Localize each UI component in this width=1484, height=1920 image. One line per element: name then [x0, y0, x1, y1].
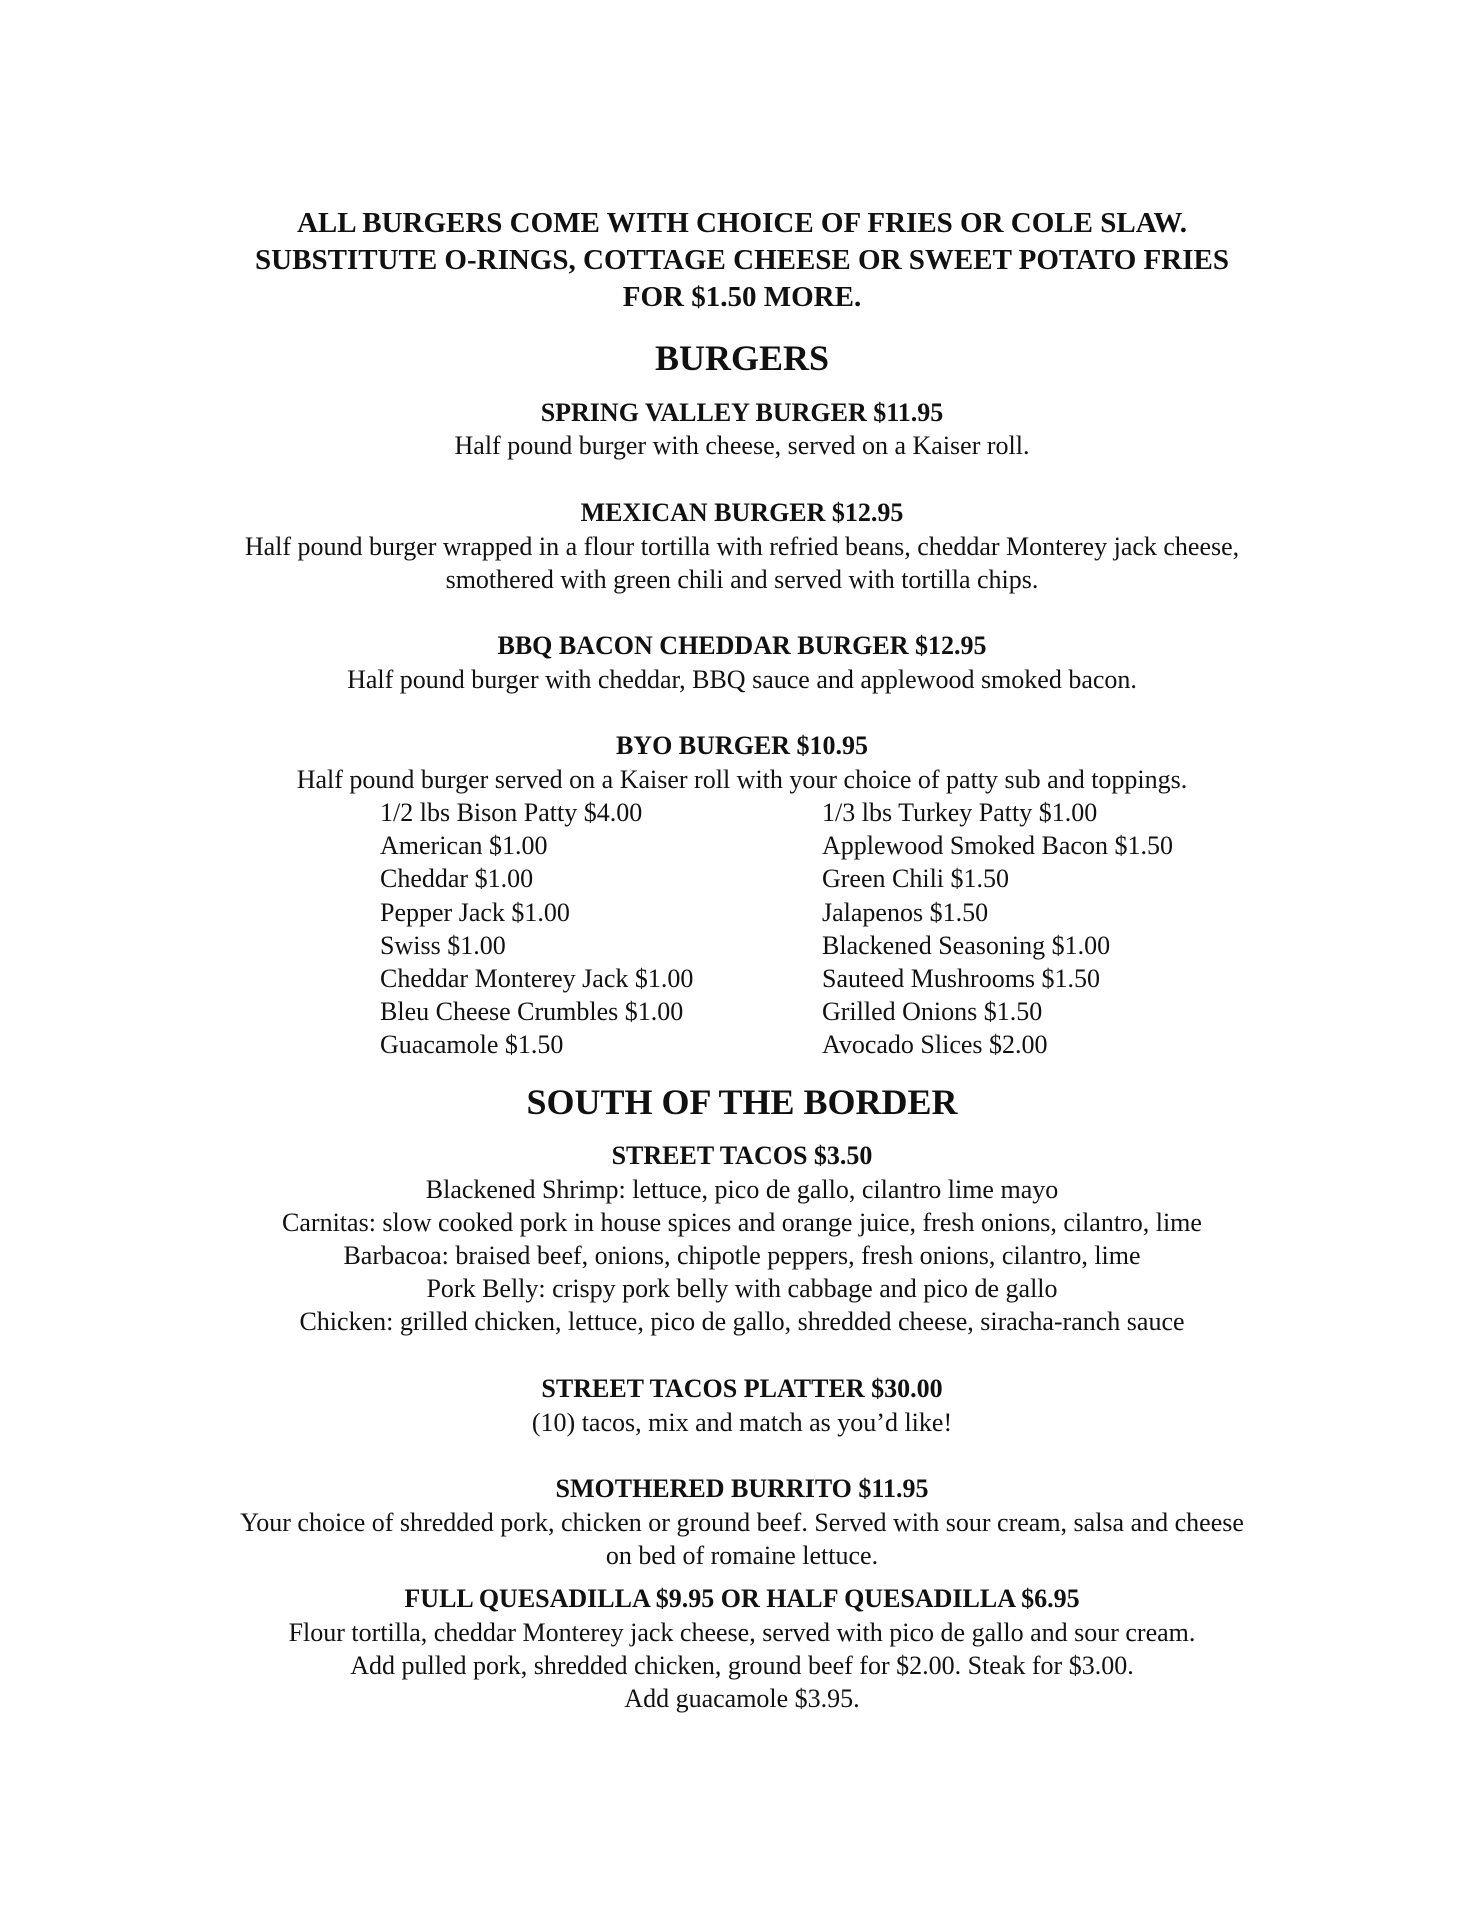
item-description: Half pound burger with cheese, served on a Kaiser roll. — [454, 431, 1030, 460]
topping-item: Guacamole $1.50 — [380, 1030, 564, 1060]
topping-item: 1/3 lbs Turkey Patty $1.00 — [822, 798, 1098, 827]
topping-item: American $1.00 — [380, 831, 548, 861]
topping-item: 1/2 lbs Bison Patty $4.00 — [380, 798, 643, 827]
topping-item: Cheddar $1.00 — [380, 864, 534, 894]
topping-item: Jalapenos $1.50 — [822, 897, 989, 927]
item-title: STREET TACOS $3.50 — [611, 1141, 873, 1170]
topping-item: Sauteed Mushrooms $1.50 — [822, 963, 1101, 993]
item-description: Carnitas: slow cooked pork in house spices and orange juice, fresh onions, cilantro, lime — [282, 1208, 1202, 1237]
section-title-south-of-the-border: SOUTH OF THE BORDER — [526, 1082, 958, 1122]
topping-item: Grilled Onions $1.50 — [822, 997, 1043, 1027]
item-title: SMOTHERED BURRITO $11.95 — [555, 1474, 929, 1503]
item-description: Pork Belly: crispy pork belly with cabbage and pico de gallo — [426, 1274, 1058, 1303]
topping-item: Blackened Seasoning $1.00 — [822, 930, 1111, 960]
notice-line: ALL BURGERS COME WITH CHOICE OF FRIES OR COLE SLAW. — [296, 207, 1188, 239]
item-description: Half pound burger with cheddar, BBQ sauce and applewood smoked bacon. — [347, 665, 1137, 694]
sides-notice — [100, 205, 1384, 316]
item-description: Barbacoa: braised beef, onions, chipotle peppers, fresh onions, cilantro, lime — [343, 1241, 1141, 1270]
item-description: on bed of romaine lettuce. — [605, 1541, 879, 1570]
item-title: MEXICAN BURGER $12.95 — [580, 498, 904, 527]
topping-item: Pepper Jack $1.00 — [380, 897, 570, 927]
item-description: Your choice of shredded pork, chicken or ground beef. Served with sour cream, salsa and cheese — [240, 1508, 1244, 1537]
item-description: Blackened Shrimp: lettuce, pico de gallo, cilantro lime mayo — [425, 1175, 1059, 1204]
item-description: Add guacamole $3.95. — [624, 1684, 860, 1713]
section-title-burgers: BURGERS — [654, 338, 830, 378]
topping-item: Green Chili $1.50 — [822, 864, 1010, 894]
topping-item: Avocado Slices $2.00 — [822, 1030, 1048, 1060]
item-description: smothered with green chili and served with tortilla chips. — [445, 565, 1039, 594]
item-description: (10) tacos, mix and match as you’d like! — [531, 1408, 953, 1437]
notice-line: FOR $1.50 MORE. — [622, 281, 862, 313]
topping-item: Applewood Smoked Bacon $1.50 — [822, 831, 1173, 861]
item-description: Add pulled pork, shredded chicken, ground beef for $2.00. Steak for $3.00. — [350, 1651, 1134, 1680]
item-description: Half pound burger wrapped in a flour tortilla with refried beans, cheddar Monterey jack cheese, — [244, 532, 1240, 561]
item-title: FULL QUESADILLA $9.95 OR HALF QUESADILLA $6.95 — [404, 1584, 1080, 1613]
topping-item: Cheddar Monterey Jack $1.00 — [380, 963, 694, 993]
item-description: Half pound burger served on a Kaiser roll with your choice of patty sub and toppings. — [296, 765, 1188, 794]
item-description: Chicken: grilled chicken, lettuce, pico de gallo, shredded cheese, siracha-ranch sauce — [299, 1307, 1185, 1336]
notice-line: SUBSTITUTE O-RINGS, COTTAGE CHEESE OR SWEET POTATO FRIES — [255, 244, 1229, 276]
item-description: Flour tortilla, cheddar Monterey jack cheese, served with pico de gallo and sour cream. — [288, 1618, 1196, 1647]
topping-item: Bleu Cheese Crumbles $1.00 — [380, 997, 684, 1027]
item-title: BBQ BACON CHEDDAR BURGER $12.95 — [497, 631, 987, 660]
item-title: STREET TACOS PLATTER $30.00 — [541, 1374, 943, 1403]
toppings-right-column — [822, 796, 1173, 1062]
toppings-left-column — [380, 796, 693, 1062]
item-title: SPRING VALLEY BURGER $11.95 — [540, 398, 944, 427]
item-title: BYO BURGER $10.95 — [615, 731, 869, 760]
topping-item: Swiss $1.00 — [380, 930, 506, 960]
